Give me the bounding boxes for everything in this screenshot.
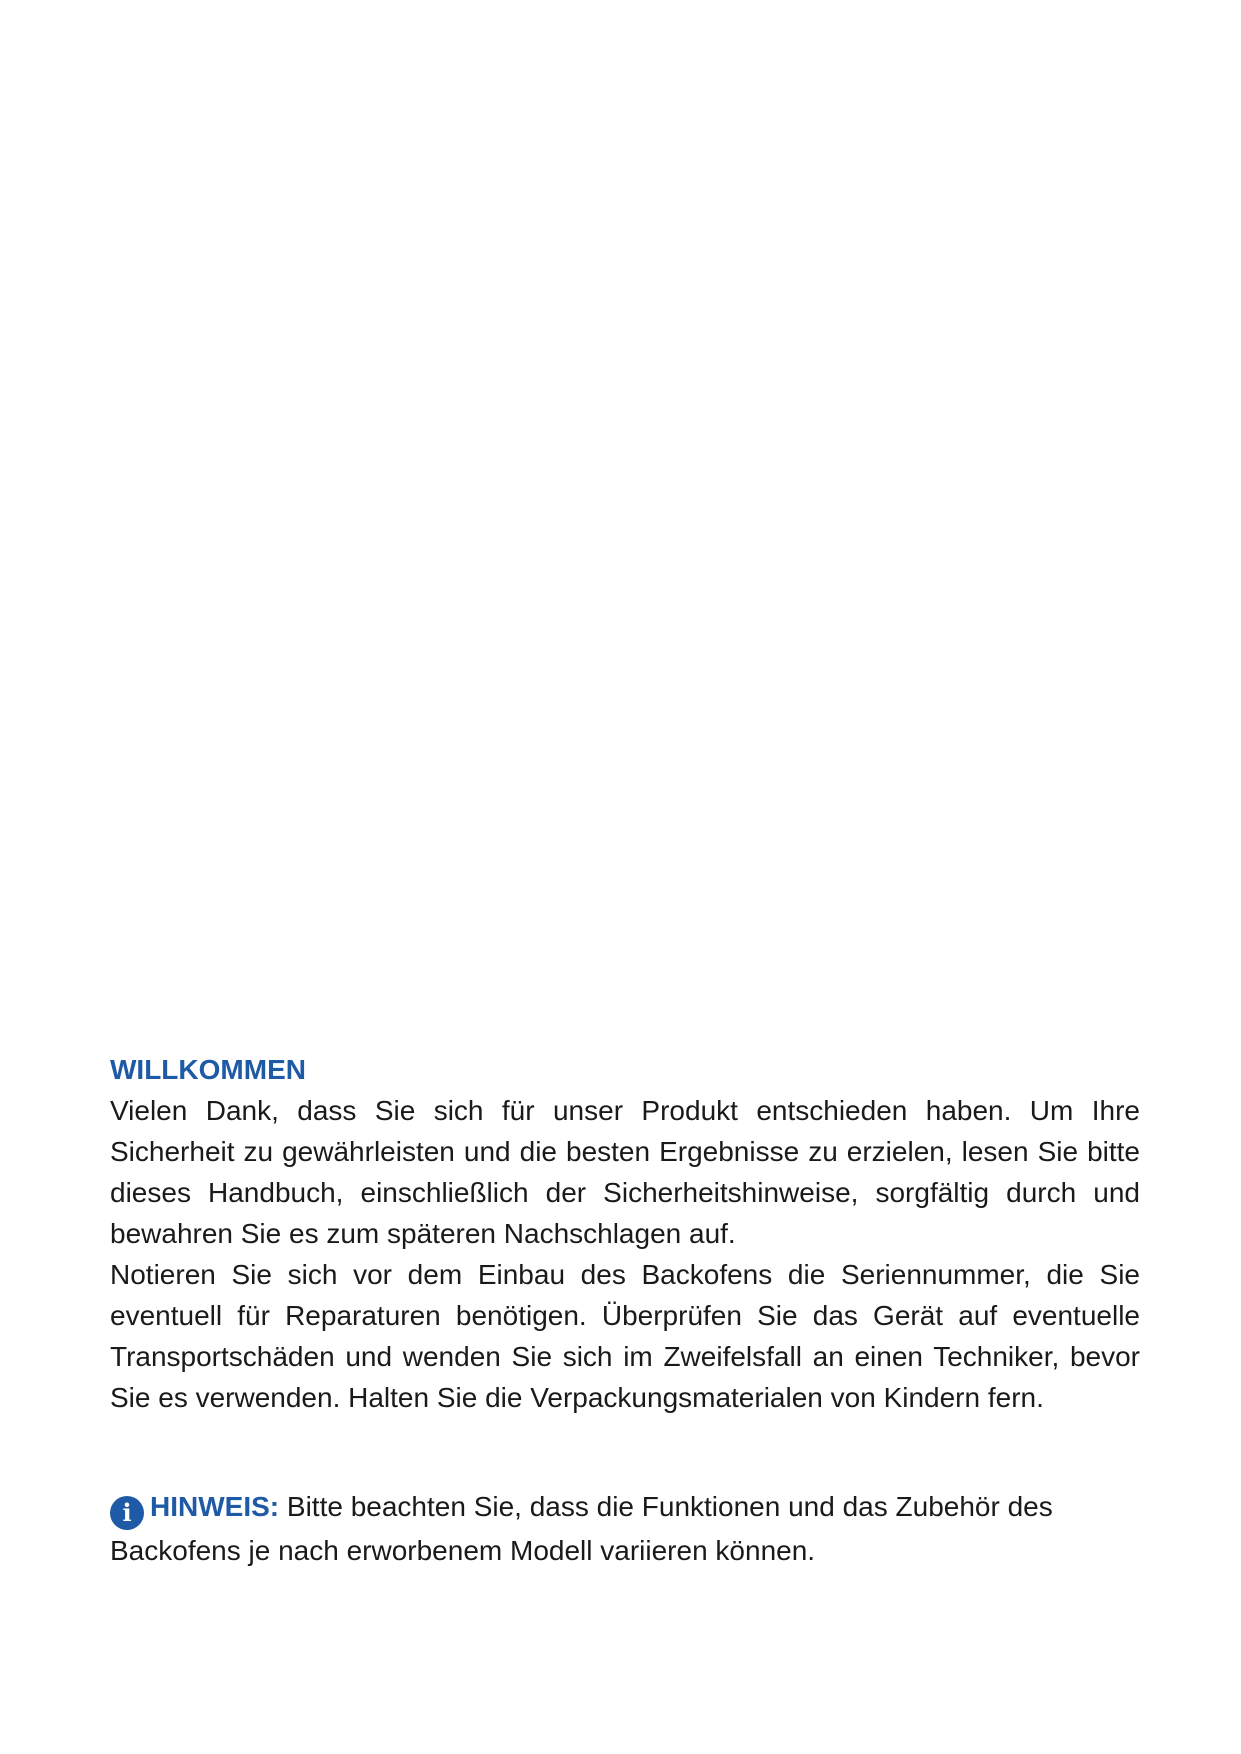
note-box <box>110 1486 1140 1571</box>
intro-paragraph: Vielen Dank, dass Sie sich für unser Produkt entschieden haben. Um Ihre Sicherheit zu gewährleisten und die besten Ergebnisse zu erzielen, lesen Sie bitte dieses Handbuch, einschließlich der Sicherheitshinweise, sorgfältig durch und bewahren Sie es zum späteren Nachschlagen auf. <box>110 1095 1140 1249</box>
info-icon: i <box>110 1496 144 1530</box>
serial-number-paragraph: Notieren Sie sich vor dem Einbau des Backofens die Seriennummer, die Sie eventuell für Reparaturen benötigen. Überprüfen Sie das Gerät auf eventuelle Transportschäden und wenden Sie sich im Zweifelsfall an einen Techniker, bevor Sie es verwenden. Halten Sie die Verpackungsmaterialen von Kindern fern. <box>110 1259 1140 1413</box>
note-text: Bitte beachten Sie, dass die Funktionen und das Zubehör des Backofens je nach erworbenem Modell variieren können. <box>110 1491 1053 1566</box>
section-heading: WILLKOMMEN <box>110 1054 306 1085</box>
welcome-section <box>110 1050 1140 1418</box>
note-label: HINWEIS: <box>150 1491 280 1522</box>
